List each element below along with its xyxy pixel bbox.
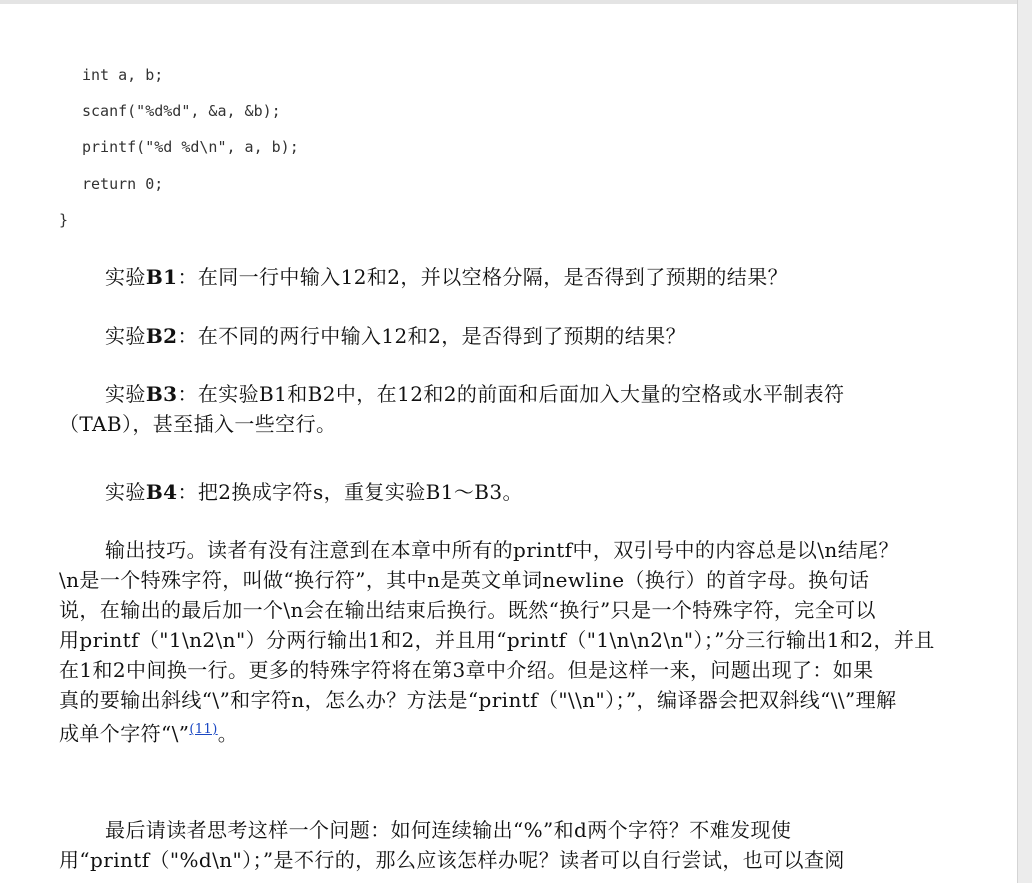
experiment-label: 实验 [105,324,146,348]
paragraph-line: 输出技巧。读者有没有注意到在本章中所有的printf中，双引号中的内容总是以\n结尾？ [105,538,899,562]
paragraph-line: 说，在输出的最后加一个\n会在输出结束后换行。既然“换行”只是一个特殊字符，完全可以 [59,598,876,622]
experiment-label: 实验 [105,382,146,406]
paragraph-line: 用“printf（"%d\n"）；”是不行的，那么应该怎样办呢？读者可以自行尝试，也可以查阅 [59,848,845,872]
paragraph-line: 最后请读者思考这样一个问题：如何连续输出“%”和d两个字符？不难发现使 [105,818,792,842]
code-line: scanf("%d%d", &a, &b); [82,102,281,120]
experiment-code: B4 [145,480,178,504]
paragraph-line: 用printf（"1\n2\n"）分两行输出1和2，并且用“printf（"1\n\n2\n"）；”分三行输出1和2，并且 [59,628,935,652]
experiment-text: ：在实验B1和B2中，在12和2的前面和后面加入大量的空格或水平制表符（TAB），甚至插入一些空行。 [59,382,845,436]
paragraph-line: \n是一个特殊字符，叫做“换行符”，其中n是英文单词newline（换行）的首字母。换句话 [59,568,870,592]
experiment-code: B2 [145,324,178,348]
footnote-link[interactable]: (11) [189,722,218,737]
paragraph-line: 在1和2中间换一行。更多的特殊字符将在第3章中介绍。但是这样一来，问题出现了：如果 [59,658,874,682]
experiment-text: ：把2换成字符s，重复实验B1～B3。 [177,480,523,504]
code-line: int a, b; [82,66,164,84]
code-line: return 0; [82,175,164,193]
vertical-scrollbar[interactable] [1017,0,1032,883]
experiment-b4 [59,477,974,507]
experiment-label: 实验 [105,265,146,289]
experiment-code: B1 [145,265,178,289]
output-tips-paragraph [59,535,974,749]
document-page [0,4,1017,883]
experiment-code: B3 [145,382,178,406]
experiment-b3 [59,379,909,439]
final-paragraph [59,815,974,875]
experiment-text: ：在不同的两行中输入12和2，是否得到了预期的结果？ [177,324,687,348]
experiment-text: ：在同一行中输入12和2，并以空格分隔，是否得到了预期的结果？ [177,265,789,289]
code-line: printf("%d %d\n", a, b); [82,138,299,156]
paragraph-line: 成单个字符“\”$^{(11)}$。 [59,721,239,746]
experiment-b1 [59,262,974,292]
paragraph-line: 真的要输出斜线“\”和字符n，怎么办？方法是“printf（"\\n"）；”，编译器会把双斜线“\\”理解 [59,688,897,712]
experiment-label: 实验 [105,480,146,504]
experiment-b2 [59,321,974,351]
code-closing-brace: } [59,211,69,229]
